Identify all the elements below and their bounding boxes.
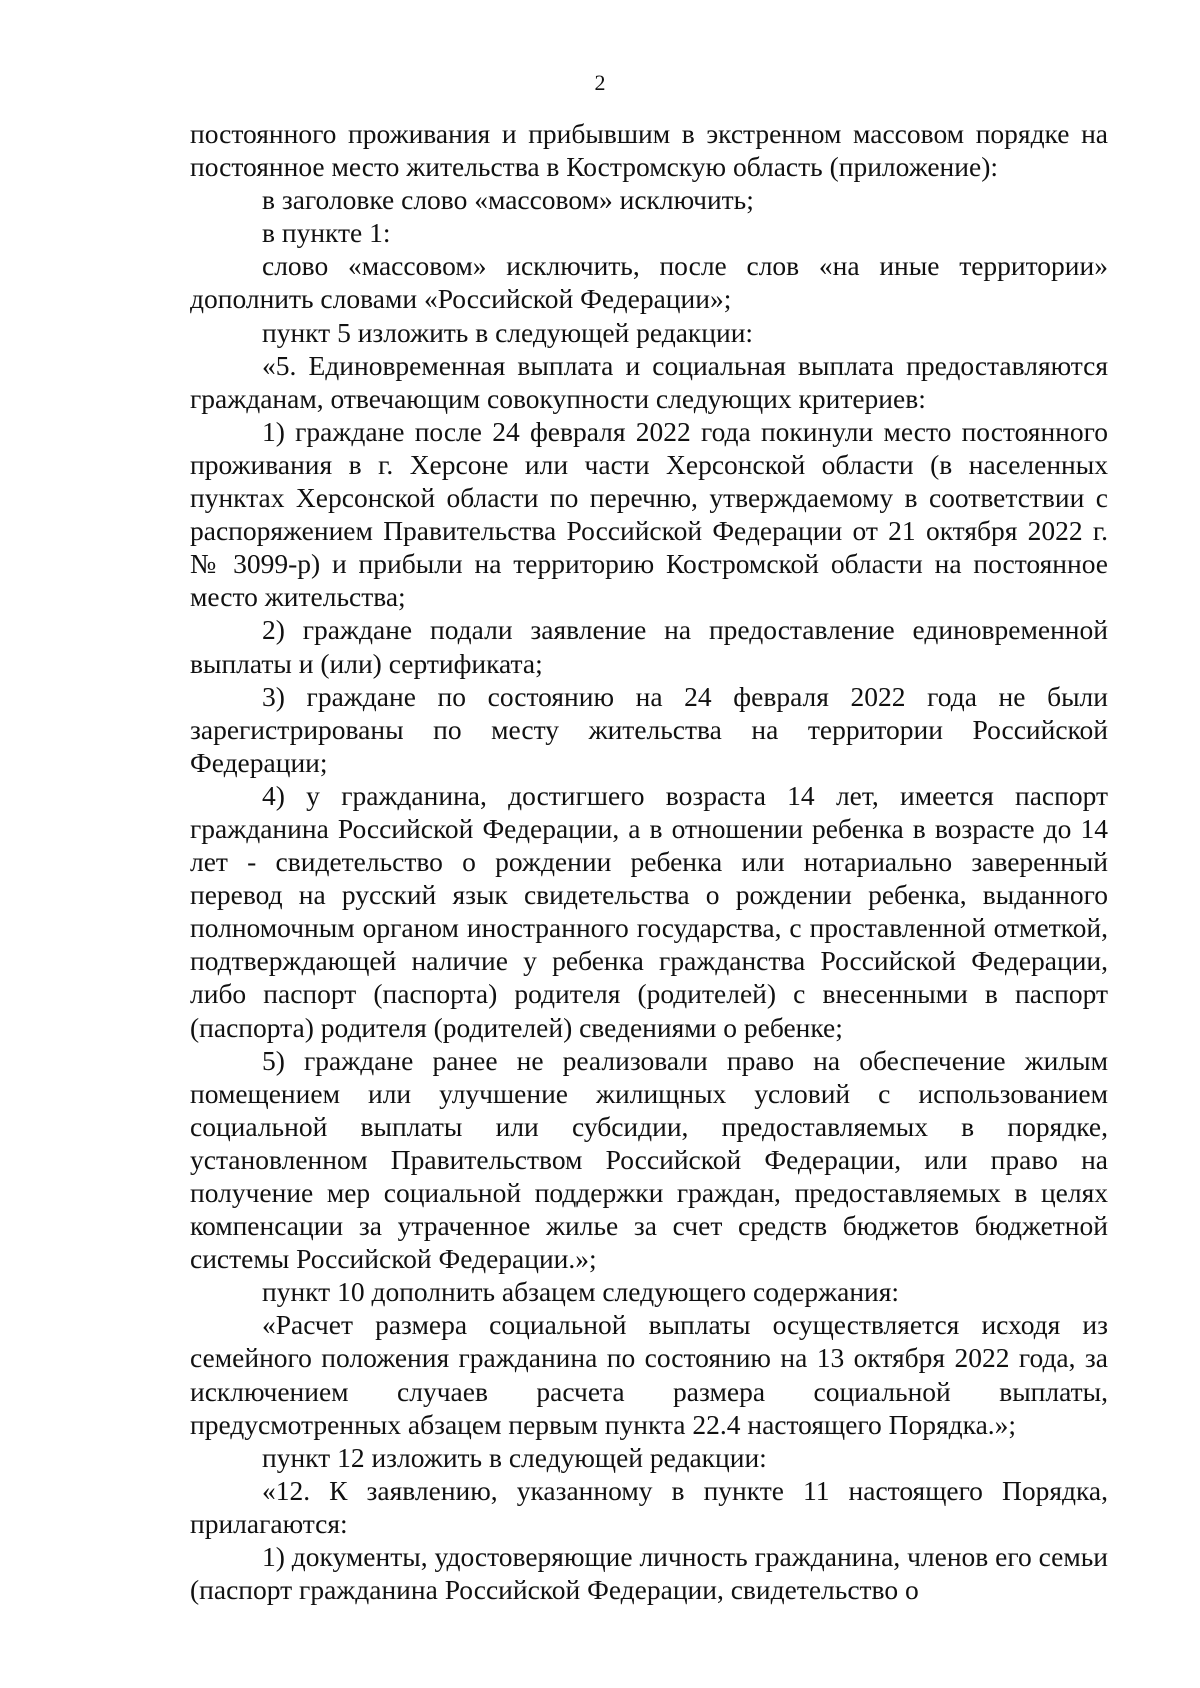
paragraph: в пункте 1:: [262, 217, 391, 249]
paragraph: 3) граждане по состоянию на 24 февраля 2022 года не были зарегистрированы по месту жительства на территории Российской Федерации;: [190, 680, 1108, 778]
paragraph: 1) документы, удостоверяющие личность гражданина, членов его семьи (паспорт гражданина Российской Федерации, свидетельство о: [190, 1541, 1108, 1606]
paragraph: «5. Единовременная выплата и социальная выплата предоставляются гражданам, отвечающим совокупности следующих критериев:: [190, 349, 1108, 414]
paragraph: «12. К заявлению, указанному в пункте 11 настоящего Порядка, прилагаются:: [190, 1474, 1108, 1539]
paragraph: 4) у гражданина, достигшего возраста 14 лет, имеется паспорт гражданина Российской Федерации, а в отношении ребенка в возрасте до 14 лет - свидетельство о рождении ребенка или нотариально заверенный перевод на русский язык свидетельства о рождении ребенка, выданного полномочным органом иностранного государства, с проставленной отметкой, подтверждающей наличие у ребенка гражданства Российской Федерации, либо паспорт (паспорта) родителя (родителей) с внесенными в паспорт (паспорта) родителя (родителей) сведениями о ребенке;: [190, 779, 1108, 1043]
paragraph: «Расчет размера социальной выплаты осуществляется исходя из семейного положения гражданина по состоянию на 13 октября 2022 года, за исключением случаев расчета размера социальной выплаты, предусмотренных абзацем первым пункта 22.4 настоящего Порядка.»;: [190, 1309, 1108, 1440]
paragraph: 1) граждане после 24 февраля 2022 года покинули место постоянного проживания в г. Херсоне или части Херсонской области (в населенных пунктах Херсонской области по перечню, утверждаемому в соответствии с распоряжением Правительства Российской Федерации от 21 октября 2022 г. № 3099-р) и прибыли на территорию Костромской области на постоянное место жительства;: [190, 415, 1108, 613]
page-number: 2: [594, 70, 606, 95]
paragraph: пункт 12 изложить в следующей редакции:: [262, 1441, 767, 1473]
paragraph: слово «массовом» исключить, после слов «на иные территории» дополнить словами «Российской Федерации»;: [190, 250, 1108, 315]
paragraph: пункт 10 дополнить абзацем следующего содержания:: [262, 1276, 900, 1308]
paragraph: 2) граждане подали заявление на предоставление единовременной выплаты и (или) сертификата;: [190, 614, 1108, 679]
document-body: [190, 117, 1108, 1606]
paragraph: пункт 5 изложить в следующей редакции:: [262, 316, 754, 348]
paragraph: в заголовке слово «массовом» исключить;: [262, 184, 754, 216]
paragraph: постоянного проживания и прибывшим в экстренном массовом порядке на постоянное место жительства в Костромскую область (приложение):: [190, 118, 1108, 183]
paragraph: 5) граждане ранее не реализовали право на обеспечение жилым помещением или улучшение жилищных условий с использованием социальной выплаты или субсидии, предоставляемых в порядке, установленном Правительством Российской Федерации, или право на получение мер социальной поддержки граждан, предоставляемых в целях компенсации за утраченное жилье за счет средств бюджетов бюджетной системы Российской Федерации.»;: [190, 1044, 1108, 1275]
